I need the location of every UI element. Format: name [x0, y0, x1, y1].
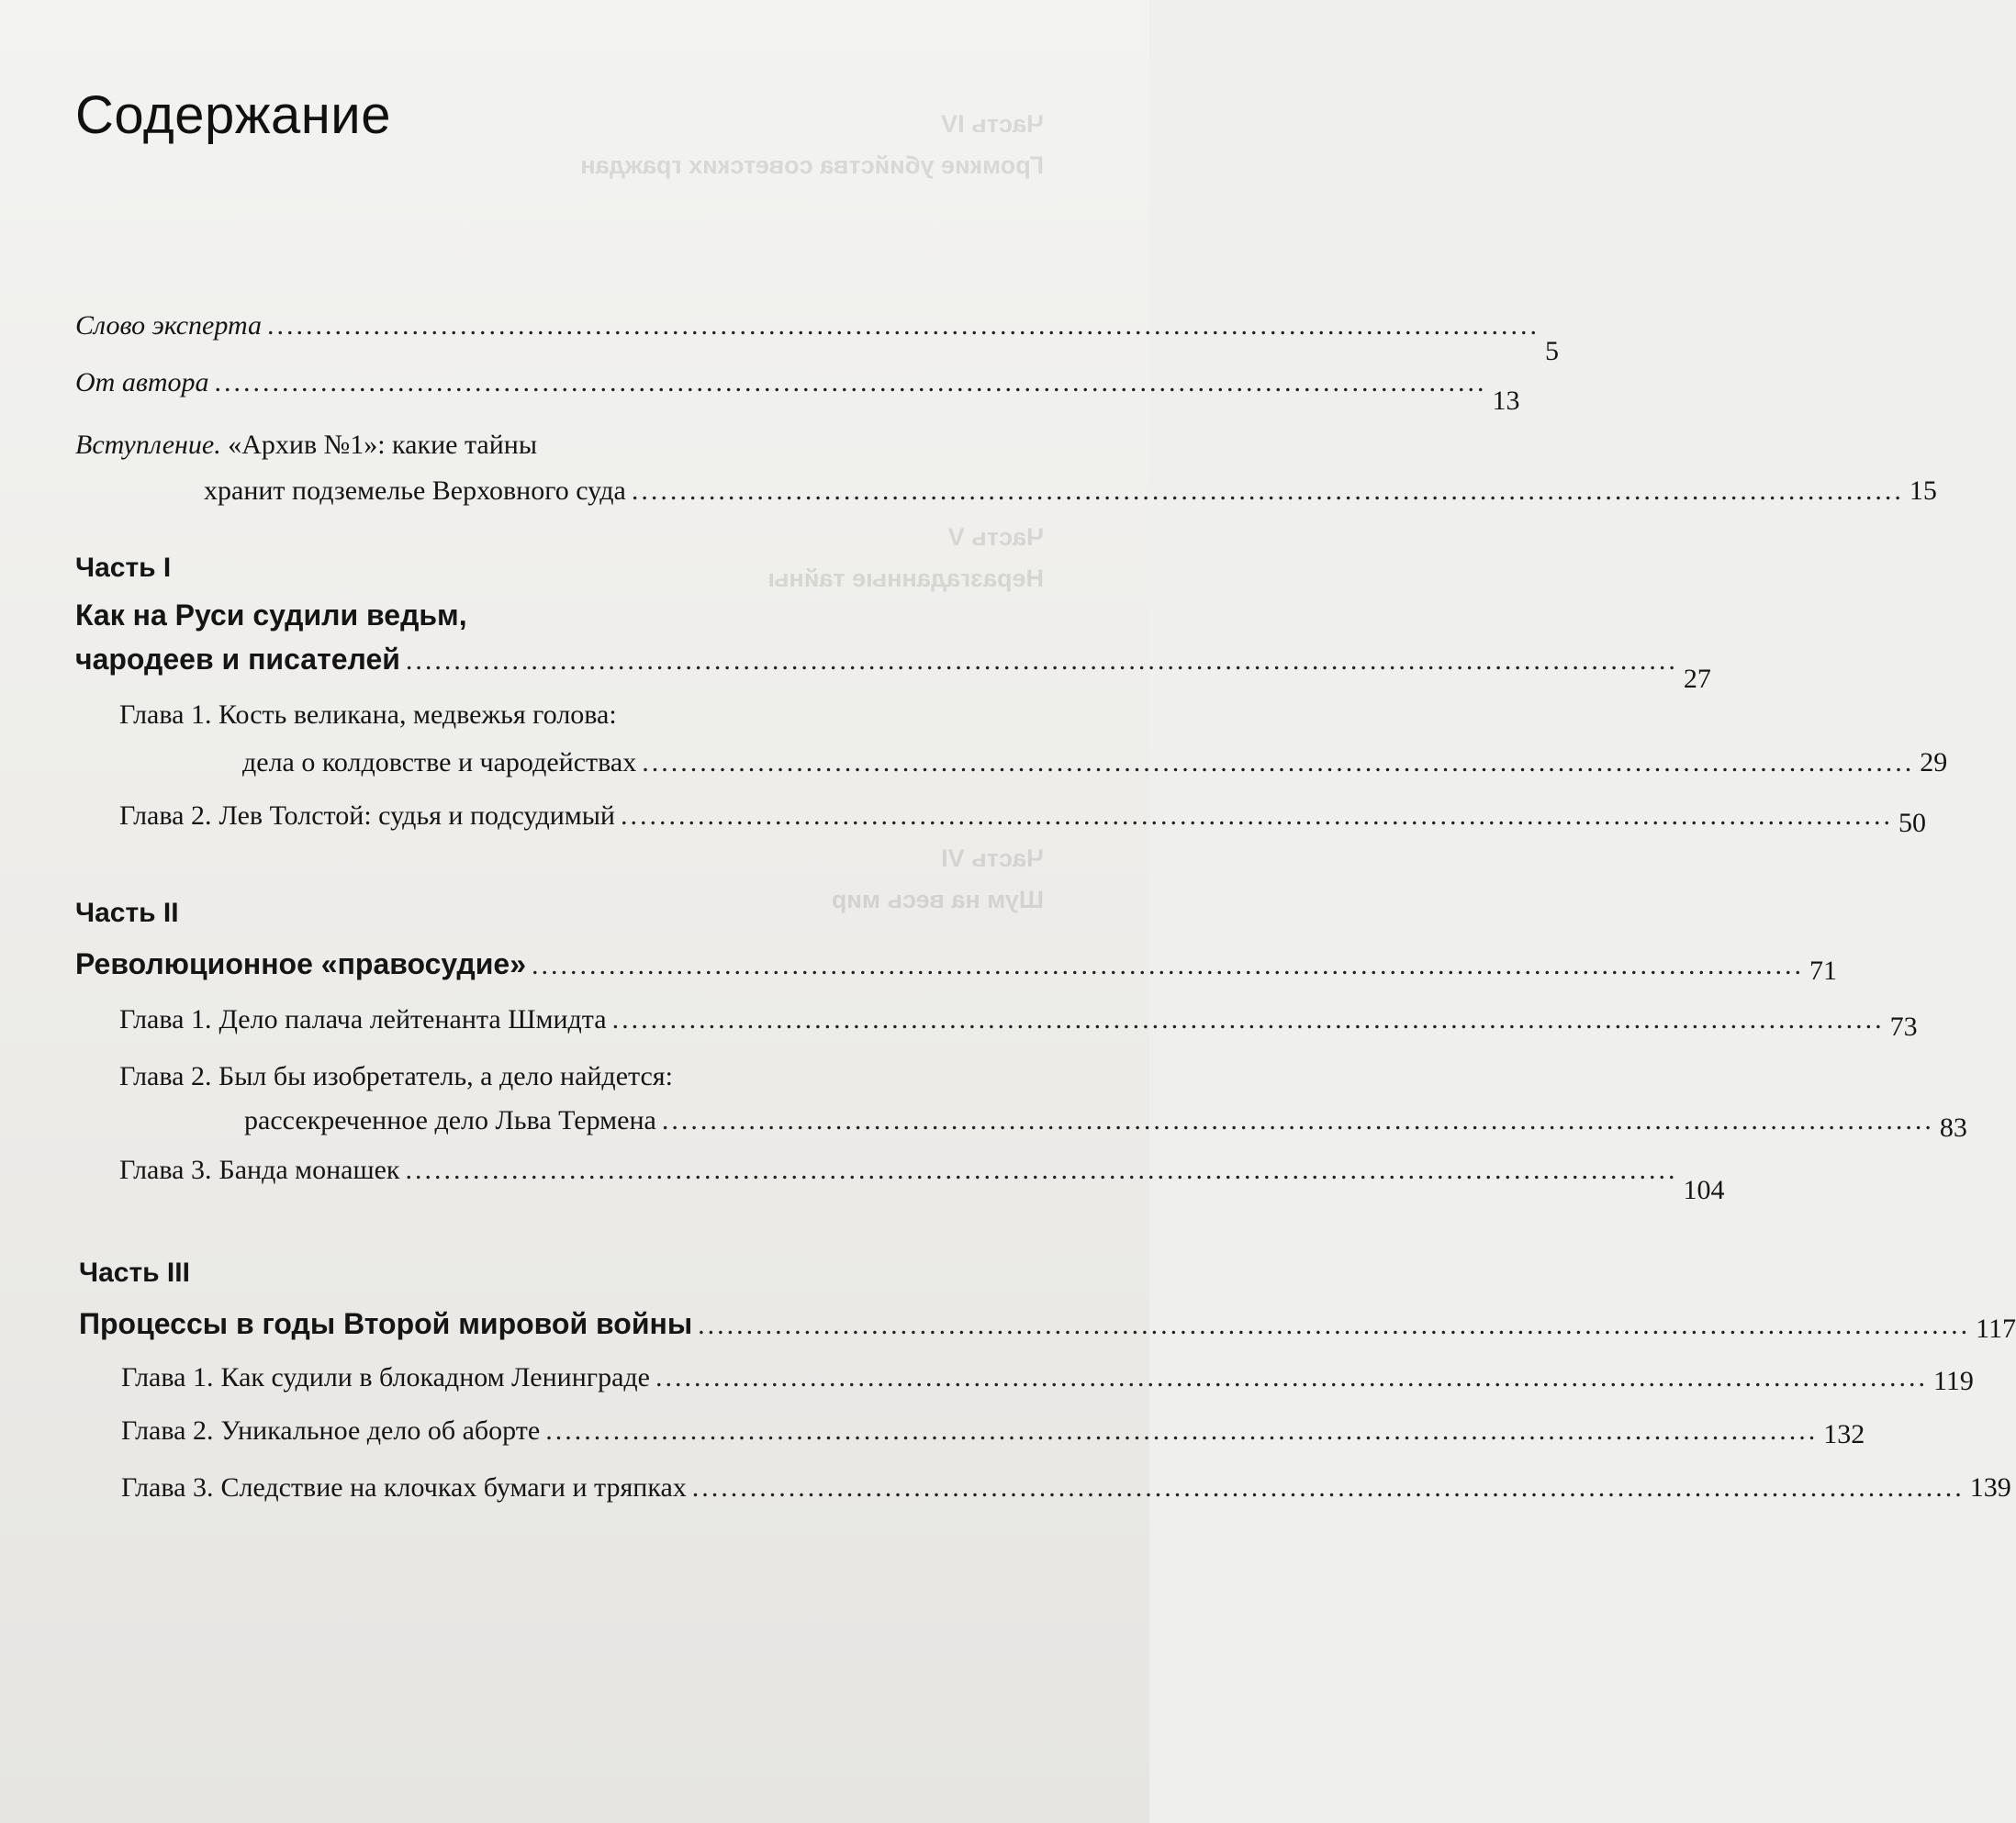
dot-leader: ....................................................................................................................................: [611, 1004, 1885, 1035]
part-title-line1: Как на Руси судили ведьм,: [75, 598, 467, 632]
chapter-prefix: Глава 3.: [119, 1155, 212, 1185]
chapter-title: Был бы изобретатель, а дело найдется:: [218, 1061, 673, 1091]
dot-leader: ....................................................................................................................................: [631, 475, 1904, 506]
toc-entry-label: Слово эксперта: [75, 310, 262, 341]
toc-page-number: 29: [1920, 747, 1948, 777]
chapter-entry-line2: [244, 1105, 1967, 1143]
page-title: Содержание: [75, 85, 391, 145]
part-label: Часть III: [79, 1258, 190, 1288]
toc-page-number: 132: [1823, 1419, 1865, 1449]
dot-leader: ....................................................................................................................................: [691, 1472, 1965, 1503]
toc-entry-from-author: [75, 367, 1520, 416]
toc-page-number: 119: [1933, 1366, 1974, 1396]
toc-entry-introduction-line1: [75, 430, 537, 461]
chapter-title: Кость великана, медвежья голова:: [218, 699, 617, 730]
dot-leader: ....................................................................................................................................: [698, 1310, 1971, 1340]
ghost-part-vi-label: Часть VI: [941, 844, 1044, 872]
ghost-part-v-title: Неразгаданные тайны: [767, 565, 1044, 592]
toc-entry-label: От автора: [75, 367, 209, 397]
chapter-entry-line1: [119, 1061, 673, 1092]
chapter-title: Дело палача лейтенанта Шмидта: [218, 1004, 607, 1035]
chapter-entry: [121, 1472, 2011, 1504]
part-title-entry: [79, 1307, 2016, 1344]
chapter-entry: [121, 1362, 1974, 1396]
chapter-title: Лев Толстой: судья и подсудимый: [218, 800, 615, 831]
toc-page-number: 73: [1889, 1012, 1918, 1042]
dot-leader: ....................................................................................................................................: [266, 310, 1540, 341]
chapter-title: Как судили в блокадном Ленинграде: [220, 1362, 650, 1392]
chapter-prefix: Глава 1.: [119, 699, 212, 730]
toc-entry-introduction-line2: [204, 475, 1937, 507]
chapter-entry: [119, 1155, 1725, 1205]
part-title-line1: Процессы в годы Второй мировой войны: [79, 1307, 693, 1340]
ghost-part-iv-title: Громкие убийства советских граждан: [580, 151, 1044, 179]
chapter-title: Банда монашек: [218, 1155, 400, 1185]
toc-page-number: 117: [1976, 1314, 2016, 1344]
dot-leader: ....................................................................................................................................: [655, 1362, 1928, 1392]
part-label: Часть II: [75, 898, 179, 928]
dot-leader: ....................................................................................................................................: [642, 747, 1915, 777]
ghost-part-v-label: Часть V: [947, 523, 1044, 551]
toc-page-number: 104: [1683, 1175, 1725, 1205]
toc-page-number: 15: [1909, 475, 1937, 506]
chapter-entry: [119, 800, 1926, 838]
toc-entry-label: «Архив №1»: какие тайны: [228, 430, 538, 460]
toc-entry-label: хранит подземелье Верховного суда: [204, 475, 626, 506]
part-title-line1: Революционное «правосудие»: [75, 947, 526, 980]
toc-page-number: 13: [1492, 386, 1520, 416]
toc-page-number: 83: [1939, 1113, 1967, 1143]
ghost-part-iv-label: Часть IV: [941, 110, 1044, 138]
toc-page-number: 71: [1809, 956, 1837, 986]
toc-page-number: 50: [1898, 808, 1926, 838]
chapter-prefix: Глава 2.: [121, 1415, 214, 1446]
ghost-part-vi-title: Шум на весь мир: [831, 886, 1044, 913]
part-label: Часть I: [75, 553, 172, 583]
part-title-entry: [75, 947, 1837, 986]
chapter-prefix: Глава 1.: [119, 1004, 212, 1035]
chapter-entry: [121, 1415, 1865, 1449]
dot-leader: ....................................................................................................................................: [545, 1415, 1819, 1446]
dot-leader: ....................................................................................................................................: [405, 1155, 1678, 1185]
chapter-title: дела о колдовстве и чародействах: [242, 747, 637, 777]
chapter-entry-line1: [119, 699, 617, 731]
dot-leader: ....................................................................................................................................: [532, 950, 1804, 980]
chapter-prefix: Глава 2.: [119, 800, 212, 831]
dot-leader: ....................................................................................................................................: [405, 645, 1678, 676]
part-title-line2: чародеев и писателей: [75, 643, 400, 676]
chapter-title: Следствие на клочках бумаги и тряпках: [220, 1472, 687, 1503]
dot-leader: ....................................................................................................................................: [620, 800, 1893, 831]
chapter-title: рассекреченное дело Льва Термена: [244, 1105, 656, 1135]
chapter-prefix: Глава 1.: [121, 1362, 214, 1392]
part-title-entry: [75, 643, 1711, 694]
chapter-title: Уникальное дело об аборте: [220, 1415, 541, 1446]
dot-leader: ....................................................................................................................................: [214, 367, 1487, 397]
toc-entry-expert-word: [75, 310, 1559, 366]
dot-leader: ....................................................................................................................................: [661, 1105, 1934, 1135]
toc-page-number: 5: [1544, 336, 1559, 366]
toc-page-number: 27: [1683, 664, 1711, 694]
chapter-entry: [119, 1004, 1918, 1042]
chapter-entry-line2: [242, 747, 1948, 778]
chapter-prefix: Глава 3.: [121, 1472, 214, 1503]
toc-page-number: 139: [1969, 1472, 2011, 1503]
toc-entry-prefix: Вступление.: [75, 430, 221, 460]
chapter-prefix: Глава 2.: [119, 1061, 212, 1091]
